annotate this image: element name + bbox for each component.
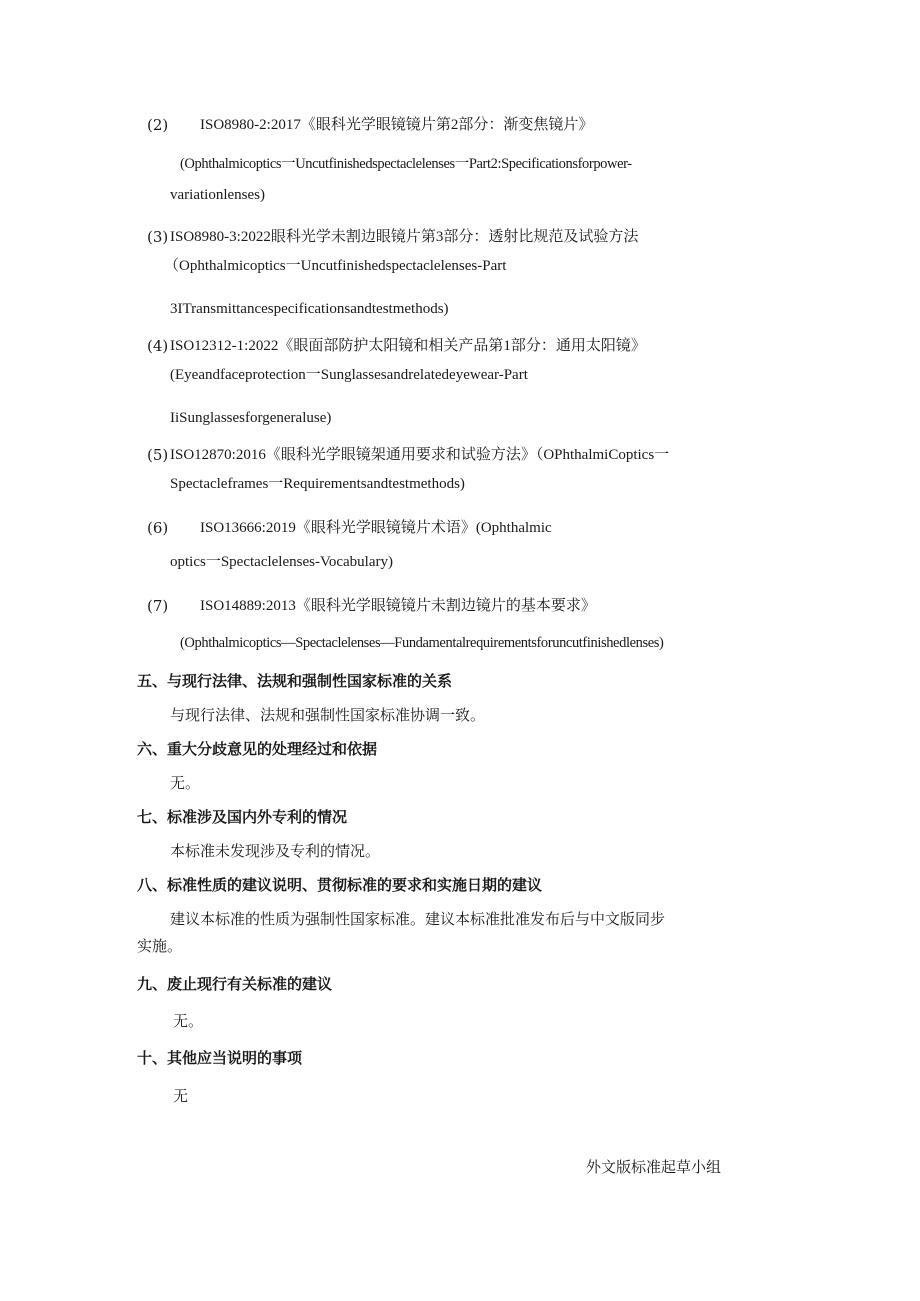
ref-title: ISO8980-3:2022眼科光学未割边眼镜片第3部分：透射比规范及试验方法 — [170, 229, 639, 245]
section-heading: 七、标准涉及国内外专利的情况 — [137, 808, 348, 826]
signature: 外文版标准起草小组 — [586, 1158, 722, 1176]
ref-english-line: Spectacleframes一Requirementsandtestmethods) — [170, 476, 465, 492]
ref-title: ISO12312-1:2022《眼面部防护太阳镜和相关产品第1部分：通用太阳镜》 — [170, 338, 646, 354]
ref-english-line: variationlenses) — [170, 187, 265, 203]
ref-title: ISO8980-2:2017《眼科光学眼镜镜片第2部分：渐变焦镜片》 — [200, 117, 594, 133]
ref-number: (4) — [147, 337, 169, 355]
section-heading: 九、废止现行有关标准的建议 — [137, 975, 333, 993]
ref-english-line: (Ophthalmicoptics—Spectaclelenses—Fundamentalrequirementsforuncutfinishedlenses) — [180, 635, 664, 651]
ref-number: (2) — [147, 116, 169, 134]
ref-english-line: (Eyeandfaceprotection一Sunglassesandrelatedeyewear-Part — [170, 367, 528, 383]
section-heading: 八、标准性质的建议说明、贯彻标准的要求和实施日期的建议 — [137, 876, 543, 894]
ref-number: (6) — [147, 519, 169, 537]
section-heading: 十、其他应当说明的事项 — [137, 1049, 303, 1067]
ref-number: (7) — [147, 597, 169, 615]
ref-title: ISO13666:2019《眼科光学眼镜镜片术语》(Ophthalmic — [200, 520, 552, 536]
ref-english-line: （Ophthalmicoptics一Uncutfinishedspectaclelenses-Part — [164, 258, 507, 274]
ref-english-line: 3ITransmittancespecificationsandtestmethods) — [170, 301, 449, 317]
section-body: 与现行法律、法规和强制性国家标准协调一致。 — [170, 706, 486, 724]
section-body: 无。 — [170, 774, 201, 792]
ref-english-line: optics一Spectaclelenses-Vocabulary) — [170, 554, 393, 570]
section-heading: 六、重大分歧意见的处理经过和依据 — [137, 740, 378, 758]
section-body: 本标准未发现涉及专利的情况。 — [170, 842, 381, 860]
section-body: 无 — [173, 1087, 189, 1105]
ref-number: (3) — [147, 228, 169, 246]
ref-number: (5) — [147, 446, 169, 464]
section-body: 无。 — [173, 1012, 204, 1030]
ref-english-line: IiSunglassesforgeneraluse) — [170, 410, 332, 426]
section-body: 实施。 — [137, 937, 183, 955]
section-body: 建议本标准的性质为强制性国家标准。建议本标准批准发布后与中文版同步 — [170, 910, 666, 928]
ref-title: ISO14889:2013《眼科光学眼镜镜片未割边镜片的基本要求》 — [200, 598, 596, 614]
section-heading: 五、与现行法律、法规和强制性国家标准的关系 — [137, 672, 453, 690]
ref-title: ISO12870:2016《眼科光学眼镜架通用要求和试验方法》（OPhthalmiCoptics一 — [170, 447, 670, 463]
ref-english-line: (Ophthalmicoptics一Uncutfinishedspectaclelenses一Part2:Specificationsforpower- — [180, 156, 632, 172]
